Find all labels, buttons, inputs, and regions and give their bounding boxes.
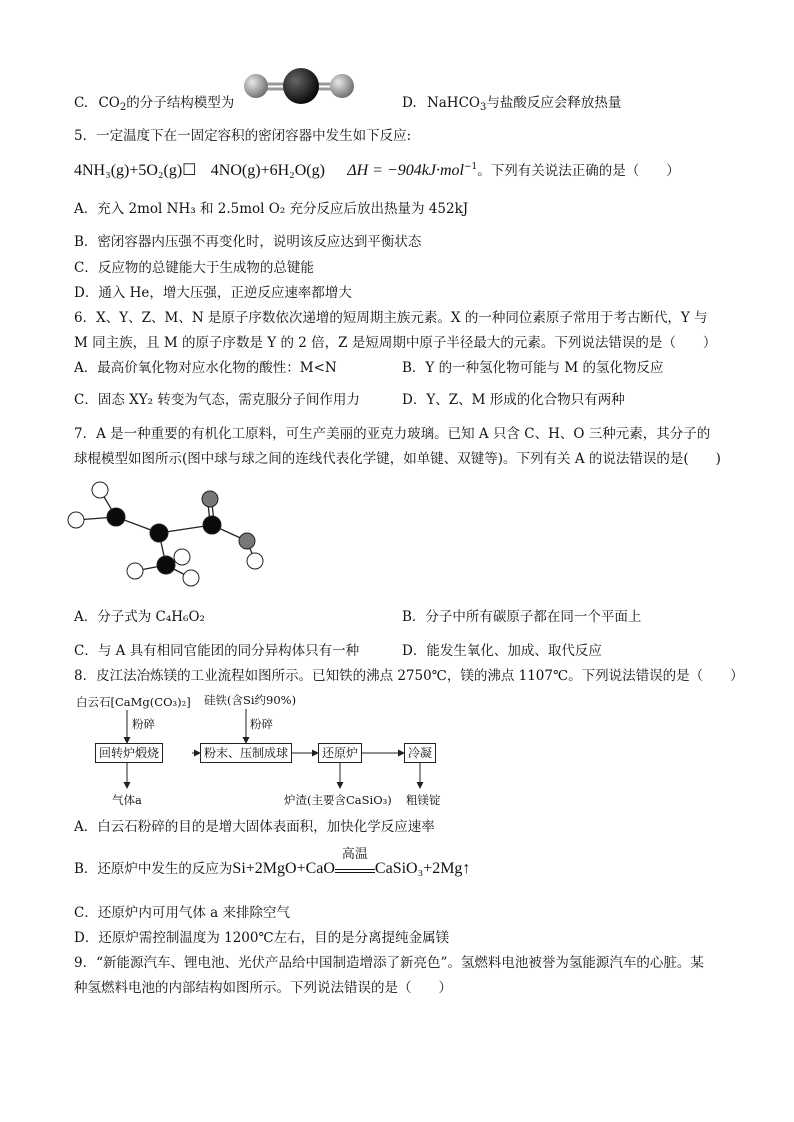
flow-label-crush-1: 粉碎 bbox=[132, 717, 155, 731]
q7-stem-line2: 球棍模型如图所示(图中球与球之间的连线代表化学键，如单键、双键等)。下列有关 A 的说法错误的是( ) bbox=[74, 451, 721, 467]
q6-option-c: C．固态 XY₂ 转变为气态，需克服分子间作用力 bbox=[74, 392, 360, 408]
q7-option-a: A．分子式为 C₄H₆O₂ bbox=[74, 609, 205, 625]
q8-option-d: D．还原炉需控制温度为 1200℃左右，目的是分离提纯金属镁 bbox=[74, 930, 450, 946]
flow-output-slag: 炉渣(主要含CaSiO₃) bbox=[284, 793, 392, 807]
reaction-condition: 高温 bbox=[335, 859, 375, 873]
flow-output-crude-mg: 粗镁锭 bbox=[406, 793, 441, 807]
q8-stem: 8．皮江法冶炼镁的工业流程如图所示。已知铁的沸点 2750℃，镁的沸点 1107℃。下列说法错误的是（ ） bbox=[74, 668, 744, 684]
q5-stem: 5．一定温度下在一固定容积的密闭容器中发生如下反应: bbox=[74, 128, 412, 144]
flow-input-dolomite: 白云石[CaMg(CO₃)₂] bbox=[76, 695, 191, 709]
flow-input-ferrosilicon: 硅铁(含Si约90%) bbox=[204, 693, 297, 707]
q6-option-b: B．Y 的一种氢化物可能与 M 的氢化物反应 bbox=[402, 360, 664, 376]
q4-option-d: D. NaHCO$_3$与盐酸反应会释放热量 bbox=[402, 95, 622, 113]
q5-option-b: B．密闭容器内压强不再变化时，说明该反应达到平衡状态 bbox=[74, 234, 422, 250]
flow-box-condense: 冷凝 bbox=[404, 743, 436, 763]
q5-option-c: C．反应物的总键能大于生成物的总键能 bbox=[74, 260, 314, 276]
q7-stem-line1: 7．A 是一种重要的有机化工原料，可生产美丽的亚克力玻璃。已知 A 只含 C、H、O 三种元素，其分子的 bbox=[74, 426, 711, 442]
q7-option-c: C．与 A 具有相同官能团的同分异构体只有一种 bbox=[74, 643, 360, 659]
flow-box-rotary-kiln: 回转炉煅烧 bbox=[95, 743, 163, 763]
q5-option-d: D．通入 He，增大压强，正逆反应速率都增大 bbox=[74, 285, 352, 301]
q6-option-d: D．Y、Z、M 形成的化合物只有两种 bbox=[402, 392, 625, 408]
q6-option-a: A．最高价氧化物对应水化物的酸性：M<N bbox=[74, 360, 337, 376]
q7-option-b: B．分子中所有碳原子都在同一个平面上 bbox=[402, 609, 642, 625]
q9-stem-line1: 9．“新能源汽车、锂电池、光伏产品给中国制造增添了新亮色”。氢燃料电池被誉为氢能源汽车的心脏。某 bbox=[74, 955, 704, 971]
q6-stem-line2: M 同主族，且 M 的原子序数是 Y 的 2 倍，Z 是短周期中原子半径最大的元素。下列说法错误的是（ ） bbox=[74, 335, 717, 351]
q8-option-b: B．还原炉中发生的反应为Si+2MgO+CaO 高温 CaSiO₃+2Mg↑ bbox=[74, 847, 471, 877]
q5-equation: 4NH₃(g)+5O₂(g)☐ 4NO(g)+6H₂O(g) ΔH = −904kJ·mol$^{-1}$。下列有关说法正确的是（ ） bbox=[74, 162, 680, 179]
flow-box-reduction-furnace: 还原炉 bbox=[318, 743, 362, 763]
q9-stem-line2: 种氢燃料电池的内部结构如图所示。下列说法错误的是（ ） bbox=[74, 980, 452, 996]
flow-label-crush-2: 粉碎 bbox=[250, 717, 273, 731]
q8-option-a: A．白云石粉碎的目的是增大固体表面积，加快化学反应速率 bbox=[74, 819, 435, 835]
q6-stem-line1: 6．X、Y、Z、M、N 是原子序数依次递增的短周期主族元素。X 的一种同位素原子常用于考古断代，Y 与 bbox=[74, 310, 708, 326]
flow-output-gas-a: 气体a bbox=[112, 793, 142, 807]
q7-option-d: D．能发生氧化、加成、取代反应 bbox=[402, 643, 602, 659]
q8-option-c: C．还原炉内可用气体 a 来排除空气 bbox=[74, 905, 290, 921]
flow-box-powder-press: 粉末、压制成球 bbox=[200, 743, 292, 763]
q5-option-a: A．充入 2mol NH₃ 和 2.5mol O₂ 充分反应后放出热量为 452kJ bbox=[74, 201, 469, 217]
q4-option-c: C. $CO_2$的分子结构模型为 bbox=[74, 95, 235, 113]
